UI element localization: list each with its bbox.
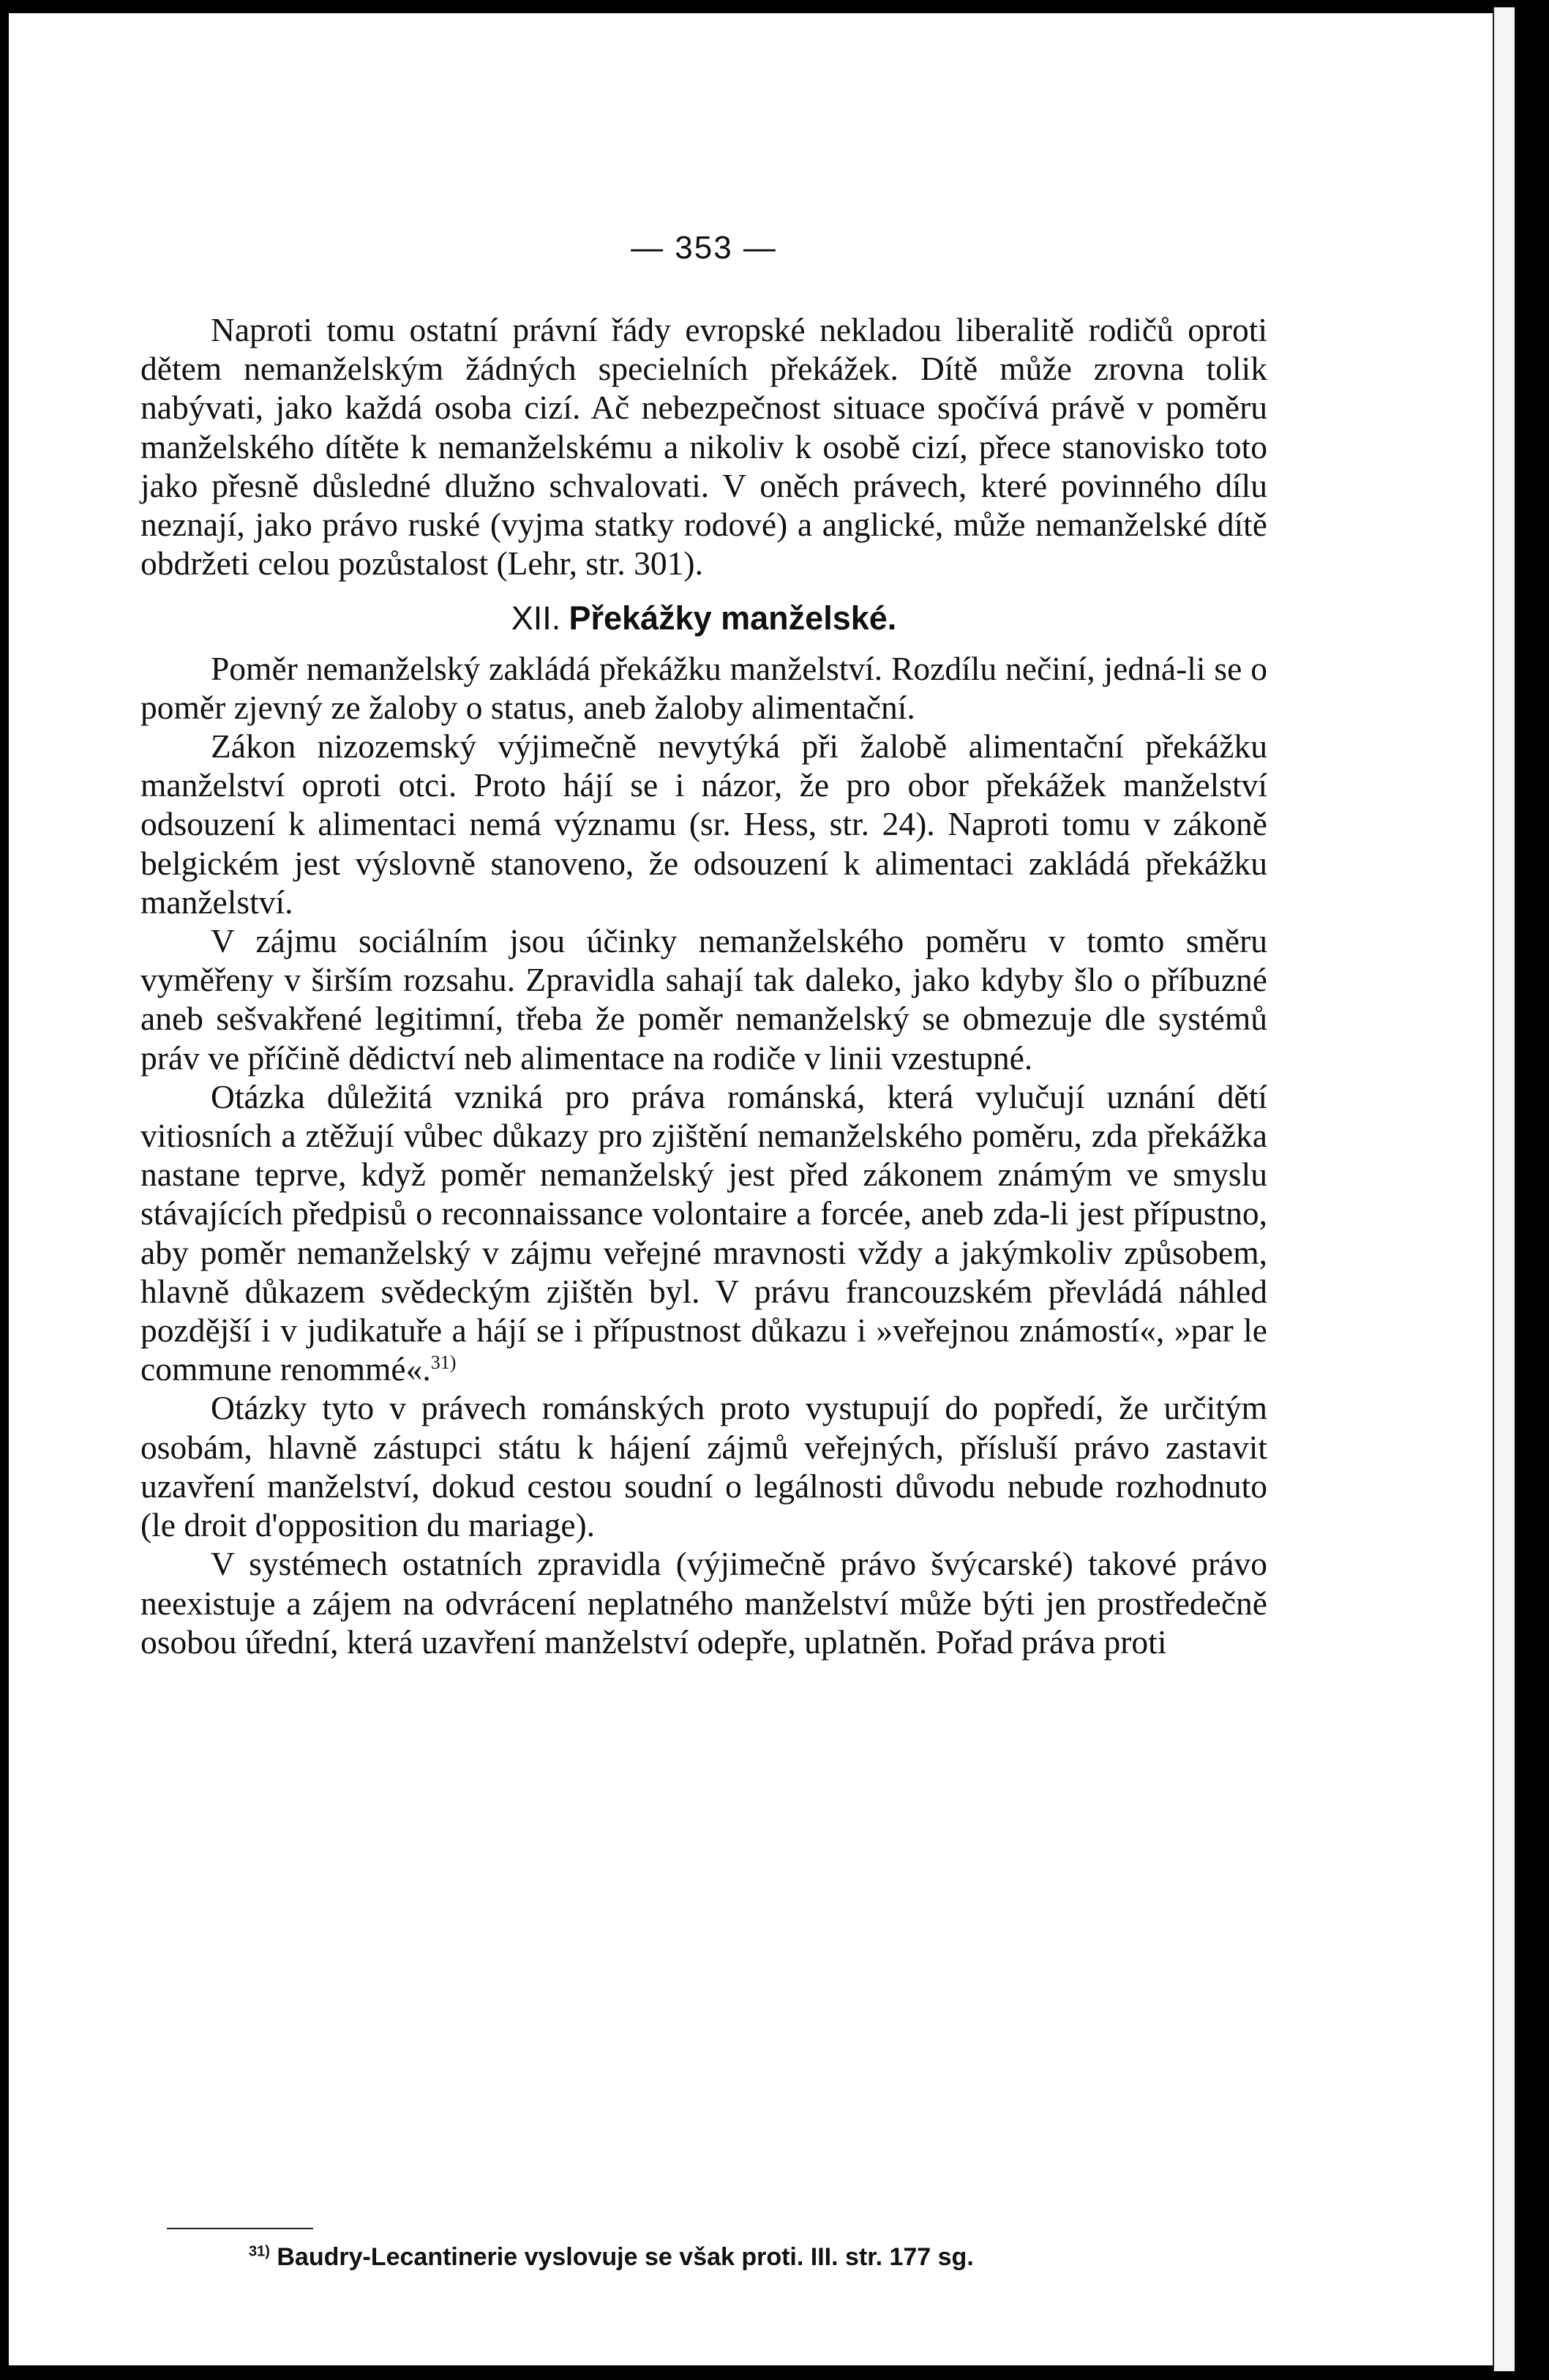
footnote-block [140, 2228, 1267, 2272]
paragraph: Otázky tyto v právech románských proto vystupují do popředí, že určitým osobám, hlavně zástupci státu k hájení zájmů veřejných, přísluší právo zastavit uzavření manželství, dokud cestou soudní o legálnosti důvodu nebude rozhodnuto (le droit d'opposition du mariage). [140, 1389, 1267, 1544]
paragraph-text: Otázka důležitá vzniká pro práva románská, která vylučují uznání dětí vitiosních a ztěžují vůbec důkazy pro zjištění nemanželského poměru, zda překážka nastane teprve, když poměr nemanželský jest před zákonem známým ve smyslu stávajících předpisů o reconnaissance volontaire a forcée, aneb zda-li jest přípustno, aby poměr nemanželský v zájmu veřejné mravnosti vždy a jakýmkoliv způsobem, hlavně důkazem svědeckým zjištěn byl. V právu francouzském převládá náhled pozdější i v judikatuře a hájí se i přípustnost důkazu i »veřejnou známostí«, »par le commune renommé«. [140, 1077, 1267, 1388]
body-text [140, 310, 1267, 1661]
section-numeral: XII. [511, 599, 561, 637]
section-title: Překážky manželské. [569, 599, 897, 637]
paragraph: Poměr nemanželský zakládá překážku manželství. Rozdílu nečiní, jedná-li se o poměr zjevný ze žaloby o status, aneb žaloby alimentační. [140, 649, 1267, 726]
paragraph: Naproti tomu ostatní právní řády evropské nekladou liberalitě rodičů oproti dětem nemanželským žádných specielních překážek. Dítě může zrovna tolik nabývati, jako každá osoba cizí. Ač nebezpečnost situace spočívá právě v poměru manželského dítěte k nemanželskému a nikoliv k osobě cizí, přece stanovisko toto jako přesně důsledné dlužno schvalovati. V oněch právech, které povinného dílu neznají, jako právo ruské (vyjma statky rodové) a anglické, může nemanželské dítě obdržeti celou pozůstalost (Lehr, str. 301). [140, 311, 1267, 583]
page-edge [1493, 7, 1515, 2371]
footnote [140, 2242, 1267, 2272]
page-number: — 353 — [631, 230, 777, 266]
book-page [9, 13, 1493, 2365]
section-heading [140, 599, 1267, 638]
paragraph-with-footnote [140, 1077, 1267, 1389]
paragraph: V systémech ostatních zpravidla (výjimečně právo švýcarské) takové právo neexistuje a zájem na odvrácení neplatného manželství může býti jen prostředečně osobou úřední, která uzavření manželství odepře, uplatněn. Pořad práva proti [140, 1545, 1267, 1661]
footnote-text: Baudry-Lecantinerie vyslovuje se však proti. III. str. 177 sg. [277, 2243, 974, 2271]
paragraph: Zákon nizozemský výjimečně nevytýká při žalobě alimentační překážku manželství oproti otci. Proto hájí se i názor, že pro obor překážek manželství odsouzení k alimentaci nemá významu (sr. Hess, str. 24). Naproti tomu v zákoně belgickém jest výslovně stanoveno, že odsouzení k alimentaci zakládá překážku manželství. [140, 727, 1267, 921]
footnote-divider [167, 2228, 313, 2229]
paragraph: V zájmu sociálním jsou účinky nemanželského poměru v tomto směru vyměřeny v širším rozsahu. Zpravidla sahají tak daleko, jako kdyby šlo o příbuzné aneb sešvakřené legitimní, třeba že poměr nemanželský se obmezuje dle systémů práv ve příčině dědictví neb alimentace na rodiče v linii vzestupné. [140, 922, 1267, 1077]
footnote-reference: 31) [430, 1352, 457, 1374]
footnote-marker: 31) [249, 2243, 270, 2260]
